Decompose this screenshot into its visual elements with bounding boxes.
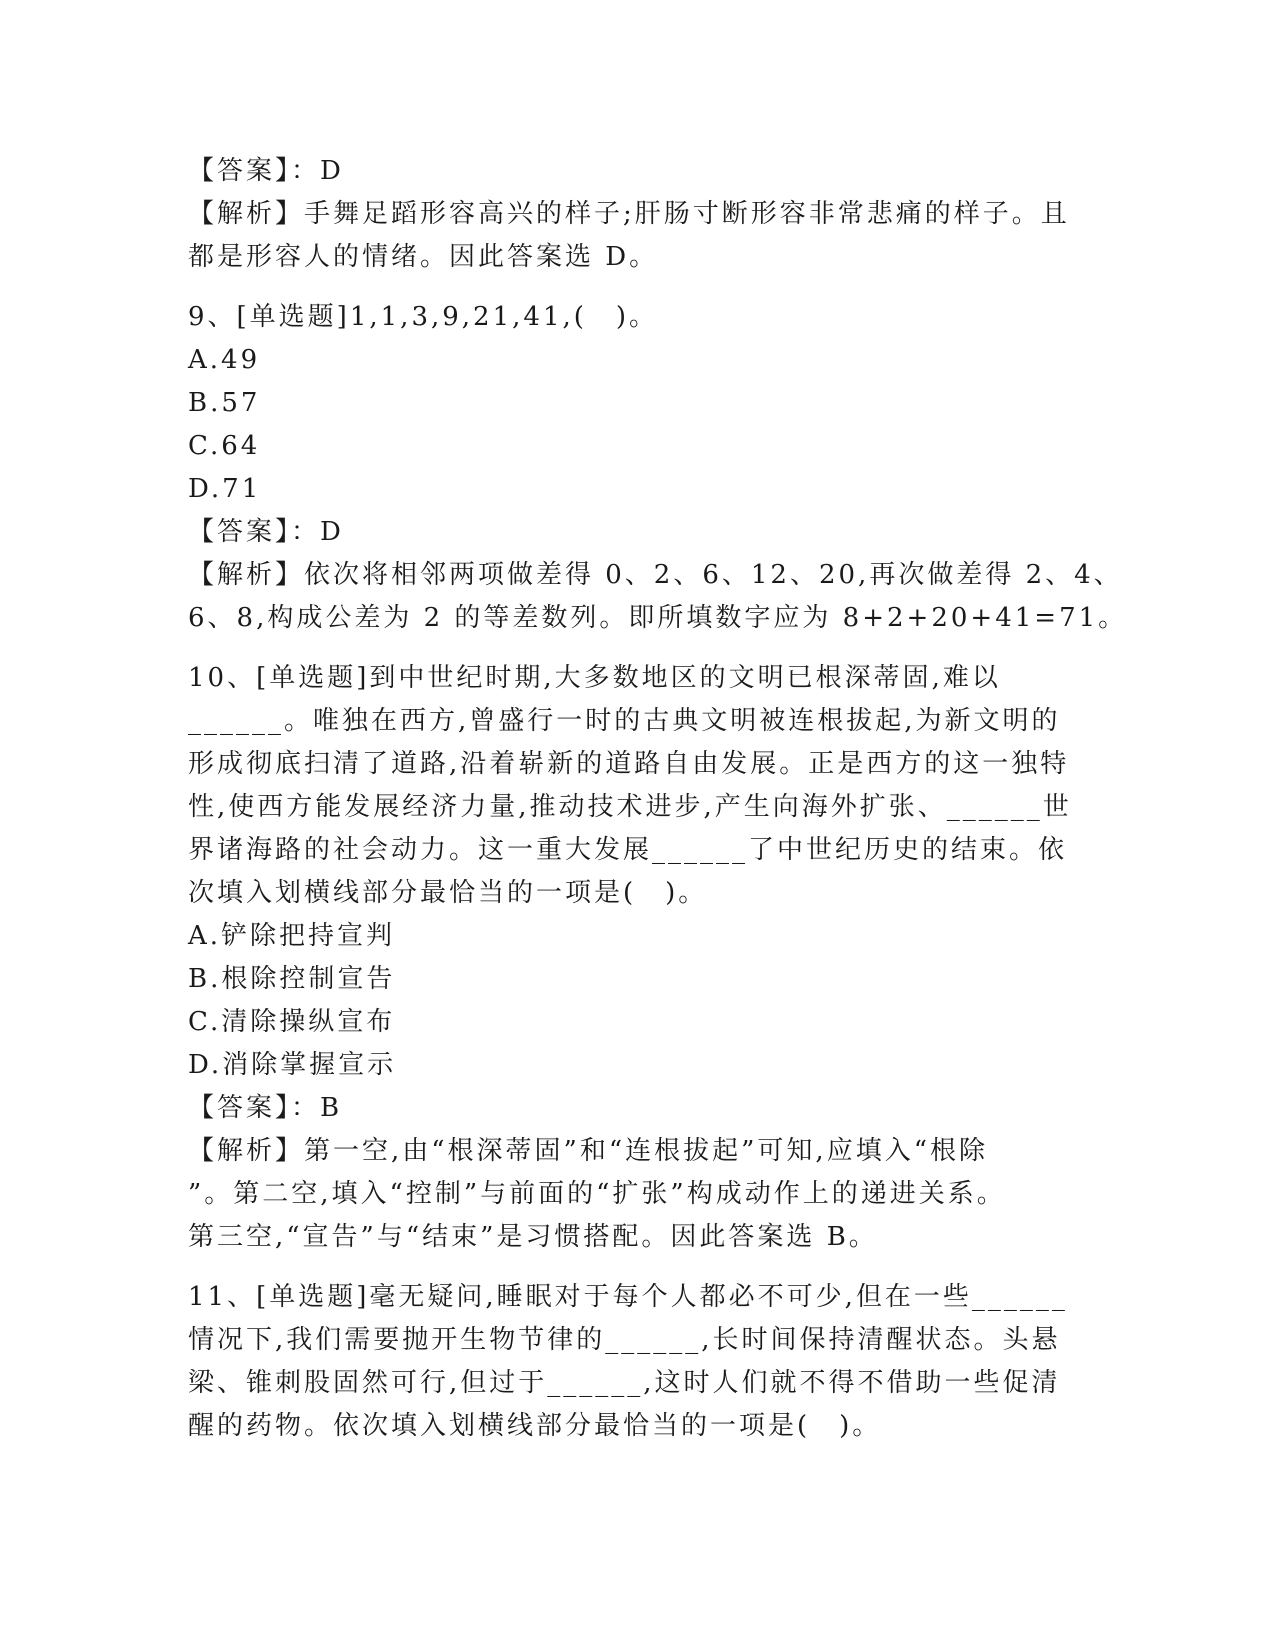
question-stem: 次填入划横线部分最恰当的一项是( )。 [188,878,708,908]
question-stem: 梁、锥刺股固然可行,但过于______,这时人们就不得不借助一些促清 [188,1368,1061,1398]
question-11 [188,1276,1088,1448]
question-9 [188,296,1128,640]
block-gap [188,640,1088,657]
explanation-line: 【解析】依次将相邻两项做差得 0、2、6、12、20,再次做差得 2、4、 [188,560,1123,590]
explanation-line: 都是形容人的情绪。因此答案选 D。 [188,242,659,272]
explanation-line: 【解析】第一空,由“根深蒂固”和“连根拔起”可知,应填入“根除 [188,1136,988,1166]
question-stem: 醒的药物。依次填入划横线部分最恰当的一项是( )。 [188,1411,882,1441]
explanation-line: 第三空,“宣告”与“结束”是习惯搭配。因此答案选 B。 [188,1222,878,1252]
option-b: B.57 [188,388,261,418]
answer-line: 【答案】：D [188,156,344,186]
answer-block-q8 [188,150,1088,279]
question-stem: ______。唯独在西方,曾盛行一时的古典文明被连根拔起,为新文明的 [188,706,1061,736]
question-stem: 性,使西方能发展经济力量,推动技术进步,产生向海外扩张、______世 [188,792,1072,822]
answer-line: 【答案】：B [188,1093,343,1123]
question-stem: 10、[单选题]到中世纪时期,大多数地区的文明已根深蒂固,难以 [188,663,1001,693]
question-stem: 情况下,我们需要抛开生物节律的______,长时间保持清醒状态。头悬 [188,1325,1061,1355]
option-a: A.铲除把持宣判 [188,921,396,951]
question-stem: 9、[单选题]1,1,3,9,21,41,( )。 [188,302,659,332]
block-gap [188,1259,1088,1276]
question-stem: 11、[单选题]毫无疑问,睡眠对于每个人都必不可少,但在一些______ [188,1282,1068,1312]
option-c: C.64 [188,431,261,461]
explanation-line: 【解析】手舞足蹈形容高兴的样子;肝肠寸断形容非常悲痛的样子。且 [188,199,1070,229]
option-c: C.清除操纵宣布 [188,1007,396,1037]
block-gap [188,279,1088,296]
question-10 [188,657,1088,1259]
option-d: D.消除掌握宣示 [188,1050,397,1080]
question-stem: 形成彻底扫清了道路,沿着崭新的道路自由发展。正是西方的这一独特 [188,749,1070,779]
explanation-line: ”。第二空,填入“控制”与前面的“扩张”构成动作上的递进关系。 [188,1179,1006,1209]
answer-line: 【答案】：D [188,517,344,547]
option-d: D.71 [188,474,262,504]
option-a: A.49 [188,345,261,375]
explanation-line: 6、8,构成公差为 2 的等差数列。即所填数字应为 8+2+20+41=71。 [188,603,1128,633]
question-stem: 界诸海路的社会动力。这一重大发展______了中世纪历史的结束。依 [188,835,1068,865]
option-b: B.根除控制宣告 [188,964,396,994]
document-page [188,150,1128,1448]
